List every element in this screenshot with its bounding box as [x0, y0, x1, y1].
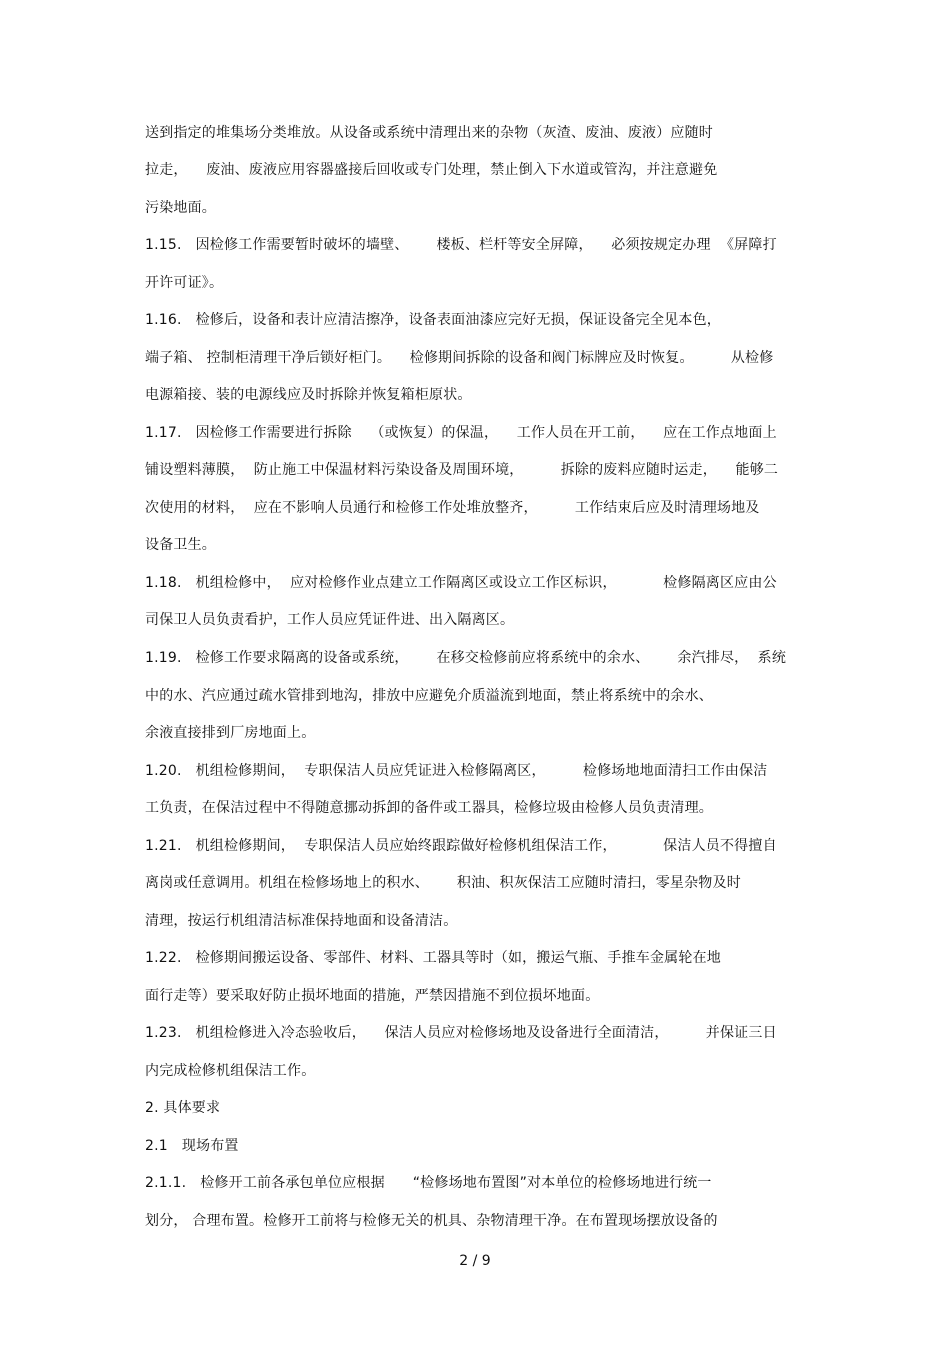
text-line: 1.16. 检修后，设备和表计应清洁擦净，设备表面油漆应完好无损，保证设备完全见本色，: [145, 312, 721, 328]
text-line: 内完成检修机组保洁工作。: [145, 1063, 316, 1079]
text-line: 2.1.1. 检修开工前各承包单位应根据 “检修场地布置图”对本单位的检修场地进行统一: [145, 1175, 712, 1191]
text-line: 工负责，在保洁过程中不得随意挪动拆卸的备件或工器具，检修垃圾由检修人员负责清理。: [145, 800, 713, 816]
text-line: 1.23. 机组检修进入冷态验收后， 保洁人员应对检修场地及设备进行全面清洁， 并保证三日: [145, 1025, 777, 1041]
text-line: 司保卫人员负责看护，工作人员应凭证件进、出入隔离区。: [145, 612, 515, 628]
text-line: 2.1 现场布置: [145, 1138, 239, 1154]
text-line: 1.15. 因检修工作需要暂时破坏的墙壁、 楼板、栏杆等安全屏障， 必须按规定办理 《屏障打: [145, 237, 777, 253]
text-line: 铺设塑料薄膜， 防止施工中保温材料污染设备及周围环境， 拆除的废料应随时运走， 能够二: [145, 462, 779, 478]
text-line: 污染地面。: [145, 200, 216, 216]
text-line: 1.20. 机组检修期间， 专职保洁人员应凭证进入检修隔离区， 检修场地地面清扫工作由保洁: [145, 763, 768, 779]
text-line: 端子箱、 控制柜清理干净后锁好柜门。 检修期间拆除的设备和阀门标牌应及时恢复。 从检修: [145, 350, 774, 366]
text-line: 中的水、汽应通过疏水管排到地沟，排放中应避免介质溢流到地面，禁止将系统中的余水、: [145, 688, 713, 704]
text-line: 1.22. 检修期间搬运设备、零部件、材料、工器具等时（如，搬运气瓶、手推车金属轮在地: [145, 950, 721, 966]
text-line: 开许可证》。: [145, 275, 224, 291]
text-line: 1.18. 机组检修中， 应对检修作业点建立工作隔离区或设立工作区标识， 检修隔离区应由公: [145, 575, 777, 591]
text-line: 1.17. 因检修工作需要进行拆除 （或恢复）的保温， 工作人员在开工前， 应在工作点地面上: [145, 425, 777, 441]
text-line: 1.19. 检修工作要求隔离的设备或系统， 在移交检修前应将系统中的余水、 余汽排尽， 系统: [145, 650, 787, 666]
text-line: 次使用的材料， 应在不影响人员通行和检修工作处堆放整齐， 工作结束后应及时清理场地及: [145, 500, 760, 516]
text-line: 1.21. 机组检修期间， 专职保洁人员应始终跟踪做好检修机组保洁工作， 保洁人员不得擅自: [145, 838, 777, 854]
text-line: 送到指定的堆集场分类堆放。从设备或系统中清理出来的杂物（灰渣、废油、废液）应随时: [145, 125, 713, 141]
text-line: 电源箱接、装的电源线应及时拆除并恢复箱柜原状。: [145, 387, 472, 403]
text-line: 清理，按运行机组清洁标准保持地面和设备清洁。: [145, 913, 458, 929]
text-line: 拉走， 废油、废液应用容器盛接后回收或专门处理，禁止倒入下水道或管沟，并注意避免: [145, 162, 718, 178]
page-number: 2 / 9: [459, 1253, 491, 1269]
text-line: 2. 具体要求: [145, 1100, 221, 1116]
text-line: 划分， 合理布置。检修开工前将与检修无关的机具、杂物清理干净。在布置现场摆放设备的: [145, 1213, 718, 1229]
text-line: 面行走等）要采取好防止损坏地面的措施，严禁因措施不到位损坏地面。: [145, 988, 600, 1004]
text-line: 离岗或任意调用。机组在检修场地上的积水、 积油、积灰保洁工应随时清扫，零星杂物及时: [145, 875, 741, 891]
text-line: 设备卫生。: [145, 537, 216, 553]
text-line: 余液直接排到厂房地面上。: [145, 725, 316, 741]
